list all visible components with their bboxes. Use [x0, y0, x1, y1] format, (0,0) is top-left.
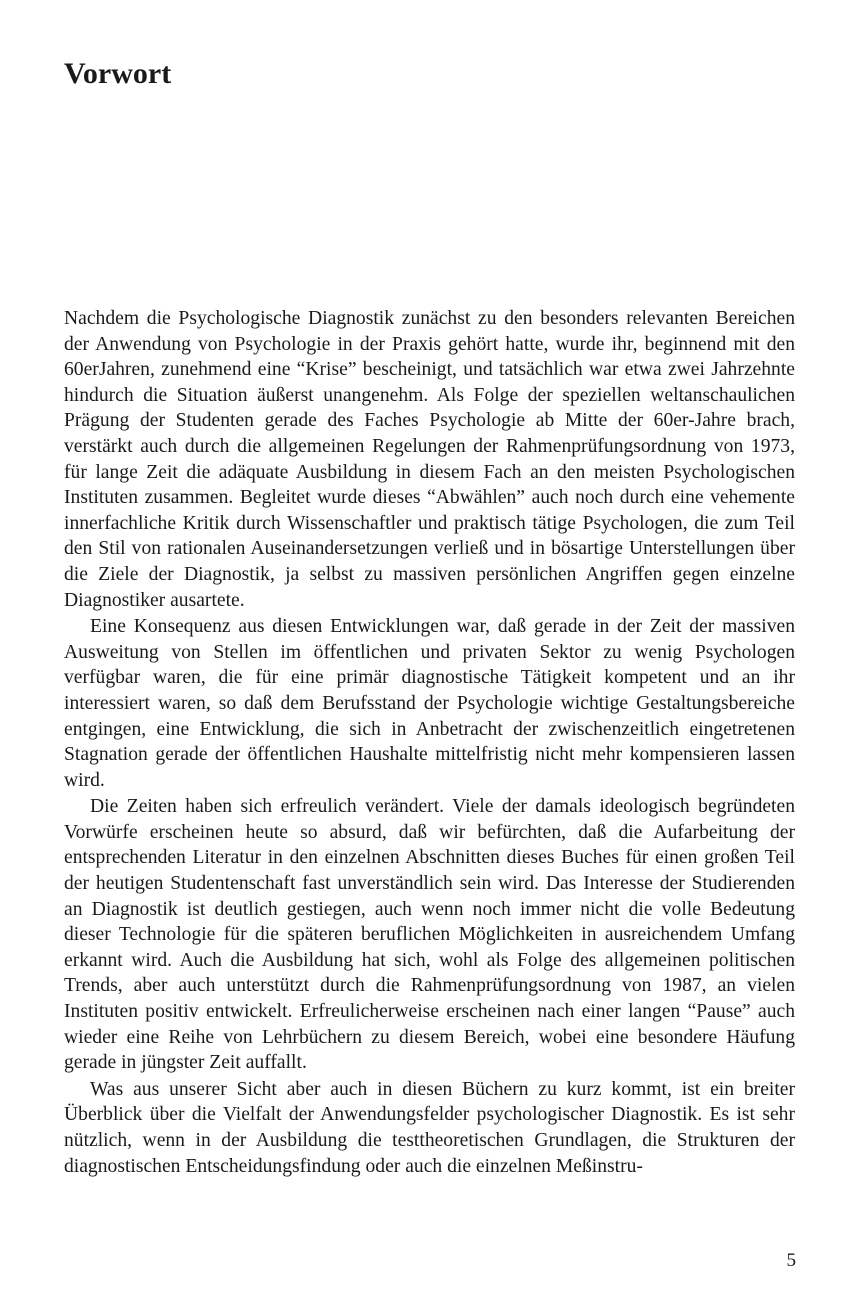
page-number: 5 [786, 1250, 796, 1271]
paragraph-1: Nachdem die Psychologische Diagnostik zunächst zu den besonders relevanten Bereichen der Anwendung von Psychologie in der Praxis gehört hatte, wurde ihr, beginnend mit den 60erJahren, zunehmend eine “Krise” bescheinigt, und tatsächlich war etwa zwei Jahrzehnte hindurch die Situation äußerst unangenehm. Als Folge der speziellen weltanschaulichen Prägung der Studenten gerade des Faches Psychologie ab Mitte der 60er-Jahre brach, verstärkt auch durch die allgemeinen Regelungen der Rahmenprüfungsordnung von 1973, für lange Zeit die adäquate Ausbildung in diesem Fach an den meisten Psychologischen Instituten zusammen. Begleitet wurde dieses “Abwählen” auch noch durch eine vehemente innerfachliche Kritik durch Wissenschaftler und praktisch tätige Psychologen, die zum Teil den Stil von rationalen Auseinandersetzungen verließ und in bösartige Unterstellungen über die Ziele der Diagnostik, ja selbst zu massiven persönlichen Angriffen gegen einzelne Diagnostiker ausartete. [64, 308, 795, 611]
body-text [64, 306, 795, 1179]
paragraph-2: Eine Konsequenz aus diesen Entwicklungen war, daß gerade in der Zeit der massiven Ausweitung von Stellen im öffentlichen und privaten Sektor zu wenig Psychologen verfügbar waren, die für eine primär diagnostische Tätigkeit kompetent und an ihr interessiert waren, so daß dem Berufsstand der Psychologie wichtige Gestaltungsbereiche entgingen, eine Entwicklung, die sich in Anbetracht der zwischenzeitlich eingetretenen Stagnation gerade der öffentlichen Haushalte mittelfristig nicht mehr kompensieren lassen wird. [64, 616, 795, 791]
paragraph-4: Was aus unserer Sicht aber auch in diesen Büchern zu kurz kommt, ist ein breiter Überblick über die Vielfalt der Anwendungsfelder psychologischer Diagnostik. Es ist sehr nützlich, wenn in der Ausbildung die testtheoretischen Grundlagen, die Strukturen der diagnostischen Entscheidungsfindung oder auch die einzelnen Meßinstru- [64, 1078, 795, 1177]
paragraph-3: Die Zeiten haben sich erfreulich verändert. Viele der damals ideologisch begründeten Vorwürfe erscheinen heute so absurd, daß wir befürchten, daß die Aufarbeitung der entsprechenden Literatur in den einzelnen Abschnitten dieses Buches für einen großen Teil der heutigen Studentenschaft fast unverständlich sein wird. Das Interesse der Studierenden an Diagnostik ist deutlich gestiegen, auch wenn noch immer nicht die volle Bedeutung dieser Technologie für die späteren beruflichen Möglichkeiten in ausreichendem Umfang erkannt wird. Auch die Ausbildung hat sich, wohl als Folge des allgemeinen politischen Trends, aber auch unterstützt durch die Rahmenprüfungsordnung von 1987, an vielen Instituten positiv entwickelt. Erfreulicherweise erscheinen nach einer langen “Pause” auch wieder eine Reihe von Lehrbüchern zu diesem Bereich, wobei eine besondere Häufung gerade in jüngster Zeit auffallt. [64, 796, 795, 1074]
page-title: Vorwort [64, 57, 172, 90]
